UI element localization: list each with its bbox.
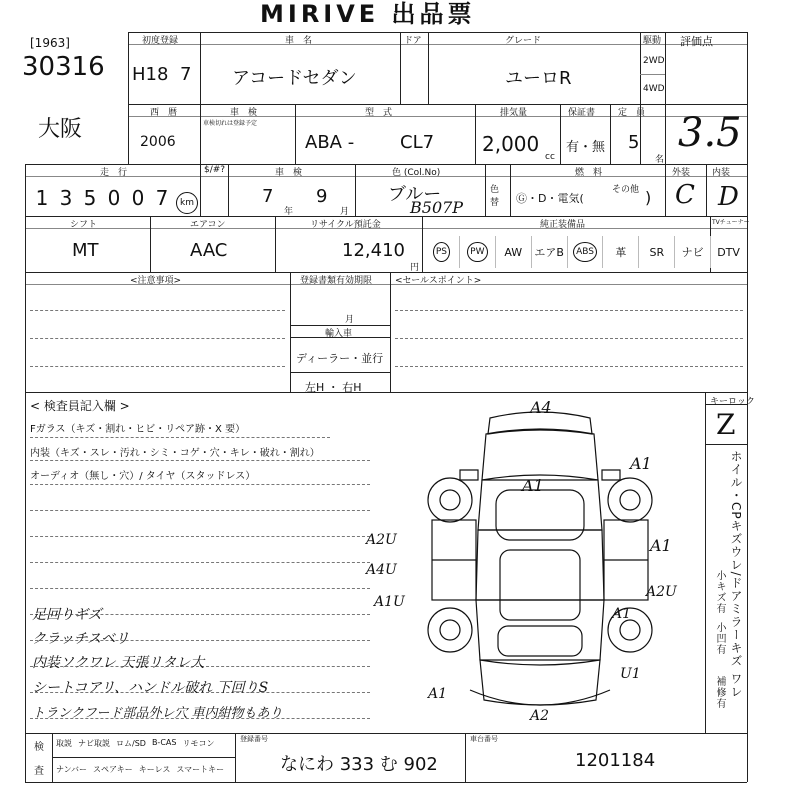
damage-mark-0: A4: [530, 398, 552, 417]
equipment-item: ABS: [567, 236, 603, 268]
inspection-note: 車検切れは登録予定: [203, 120, 258, 127]
label-color: 色 (Col.No): [392, 168, 441, 178]
footer-check-1: 検: [34, 742, 44, 753]
label-first-reg: 初度登録: [142, 36, 179, 46]
label-color-side: 色替: [490, 185, 500, 208]
label-aircon: エアコン: [190, 220, 226, 230]
equipment-row: [424, 236, 746, 268]
footer-row-2: [56, 764, 224, 775]
first-reg-month: 7: [180, 64, 192, 85]
car-grade: ユーロR: [505, 68, 572, 89]
drive-2wd: 2WD: [643, 56, 665, 66]
steering-value: 左H ・ 右H: [305, 381, 362, 394]
label-reg-item: 登録書類有効期限: [300, 276, 373, 286]
color-value: ブルー: [388, 184, 442, 205]
label-inspection: 車 検: [230, 108, 258, 118]
footer-row-1: [56, 738, 214, 749]
label-displacement: 排気量: [500, 108, 528, 118]
label-model: 型 式: [365, 108, 393, 118]
label-mileage-sub: $/#?: [204, 165, 226, 175]
mileage-digits: [30, 186, 174, 210]
damage-mark-7: A2U: [646, 584, 677, 600]
shift-value: MT: [72, 240, 99, 261]
damage-mark-10: U1: [620, 666, 641, 682]
equipment-item: SR: [638, 236, 674, 268]
damage-mark-1: A1: [522, 476, 544, 495]
side-note-3: 補修有: [714, 676, 725, 709]
label-fuel: 燃 料: [575, 168, 603, 178]
label-door: ドア: [404, 36, 422, 46]
equipment-item: AW: [495, 236, 531, 268]
footer-item: リモコン: [182, 739, 215, 748]
model-code: CL7: [400, 132, 435, 153]
warranty-value: 有・無: [566, 140, 606, 155]
fuel-value: Ⓖ・D・電気(: [516, 192, 584, 205]
displacement-value: 2,000: [482, 132, 540, 156]
first-reg-era: H18: [132, 64, 169, 85]
note-1: クラッチスベリ: [32, 631, 130, 647]
equipment-item: PW: [459, 236, 495, 268]
inspector-line-0: Fガラス（キズ・割れ・ヒビ・リペア跡・X 要）: [30, 424, 246, 435]
label-reg-number: 登録番号: [240, 735, 268, 743]
label-shift: シフト: [70, 220, 98, 230]
shaken-month: 9: [316, 186, 328, 207]
label-drive: 駆動: [643, 36, 662, 46]
plate-value: なにわ 333 む 902: [280, 754, 438, 775]
drive-4wd: 4WD: [643, 84, 665, 94]
inspector-line-1: 内装（キズ・スレ・汚れ・シミ・コゲ・穴・キレ・破れ・割れ）: [30, 448, 320, 459]
label-sales-point: <セールスポイント>: [395, 276, 482, 286]
side-note-0: ホイル・CPキズウレ/ドアミラーキズ ワレ: [729, 450, 743, 699]
note-2: 内装ソクワレ 天張リタレ大: [32, 655, 205, 671]
aircon-value: AAC: [190, 240, 228, 261]
model-prefix: ABA -: [305, 132, 355, 153]
keylock-value: Z: [716, 408, 736, 441]
mileage-digit: 5: [83, 186, 97, 210]
footer-item: キーレス: [138, 765, 171, 774]
recycle-value: 12,410: [342, 240, 405, 261]
fuel-other: その他: [612, 185, 640, 195]
lot-location: 大阪: [38, 117, 83, 142]
year-value: 2006: [140, 134, 176, 150]
mileage-unit: km: [176, 190, 198, 214]
footer-item: スペアキー: [93, 765, 133, 774]
label-score: 評価点: [680, 35, 713, 48]
equipment-item: PS: [424, 236, 459, 268]
label-car-name: 車 名: [285, 36, 313, 46]
exterior-grade: C: [675, 180, 695, 210]
footer-item: ナンバー: [56, 765, 88, 774]
damage-mark-11: A2: [530, 708, 550, 724]
mileage-digit: 3: [59, 186, 73, 210]
label-shaken: 車 検: [275, 168, 303, 178]
color-number: B507P: [410, 198, 464, 217]
label-cautions: <注意事項>: [130, 276, 182, 286]
damage-mark-4: A2U: [366, 532, 397, 548]
label-import: 輸入車: [325, 329, 353, 339]
damage-mark-9: A1: [428, 686, 448, 702]
interior-grade: D: [718, 182, 739, 212]
lot-bracket: [1963]: [30, 36, 70, 50]
mileage-digit: 0: [131, 186, 145, 210]
mileage-digit: 1: [35, 186, 49, 210]
mileage-digit: 7: [155, 186, 169, 210]
inspector-line-2: オーディオ（無し・穴）/ タイヤ（スタッドレス）: [30, 471, 256, 482]
damage-mark-3: A1: [650, 536, 672, 555]
label-grade: グレード: [505, 36, 542, 46]
import-dealer: ディーラー・並行: [296, 352, 384, 365]
lot-number: 30316: [22, 52, 105, 82]
mileage-digit: 0: [107, 186, 121, 210]
shaken-year: 7: [262, 186, 274, 207]
label-mileage: 走 行: [100, 168, 128, 178]
note-0: 足回りギズ: [32, 607, 102, 623]
equipment-item: ナビ: [674, 236, 710, 268]
label-inspector: < 検査員記入欄 >: [30, 399, 130, 413]
label-warranty: 保証書: [568, 108, 596, 118]
page-title: MIRIVE 出品票: [260, 0, 476, 28]
car-name: アコードセダン: [232, 68, 357, 89]
damage-mark-2: A1: [630, 454, 652, 473]
footer-check-2: 査: [34, 766, 44, 777]
label-chassis: 車台番号: [470, 735, 498, 743]
note-3: シートコアリ、ハンドル破れ 下回りS: [32, 680, 269, 696]
label-keylock: キーロック: [710, 397, 755, 407]
side-note-2: 小凹有: [714, 622, 725, 655]
label-capacity: 定 員: [618, 108, 646, 118]
label-equipment: 純正装備品: [540, 220, 586, 230]
displacement-unit: cc: [545, 152, 555, 162]
note-4: トランクフード部品外レ穴 車内紺物もあり: [32, 706, 283, 721]
footer-item: スマートキー: [176, 765, 225, 774]
damage-mark-8: A1: [612, 606, 632, 622]
label-tuner: TVチューナー: [712, 219, 750, 226]
footer-item: ロム/SD: [116, 739, 146, 748]
label-western: 西 暦: [150, 108, 178, 118]
score-value: 3.5: [678, 110, 742, 156]
footer-item: B-CAS: [151, 738, 177, 747]
label-exterior: 外装: [672, 168, 691, 178]
label-recycle: リサイクル預託金: [310, 220, 381, 230]
equipment-item: DTV: [710, 236, 746, 268]
footer-item: ナビ取説: [78, 739, 110, 748]
chassis-value: 1201184: [575, 750, 656, 771]
capacity-value: 5: [628, 132, 640, 153]
label-interior: 内装: [712, 168, 731, 178]
side-note-1: 小キズ有: [714, 570, 725, 614]
damage-mark-6: A1U: [374, 594, 405, 610]
equipment-item: 革: [602, 236, 638, 268]
damage-mark-5: A4U: [366, 562, 397, 578]
equipment-item: エアB: [531, 236, 567, 268]
footer-item: 取説: [56, 739, 72, 748]
capacity-unit: 名: [655, 155, 665, 165]
